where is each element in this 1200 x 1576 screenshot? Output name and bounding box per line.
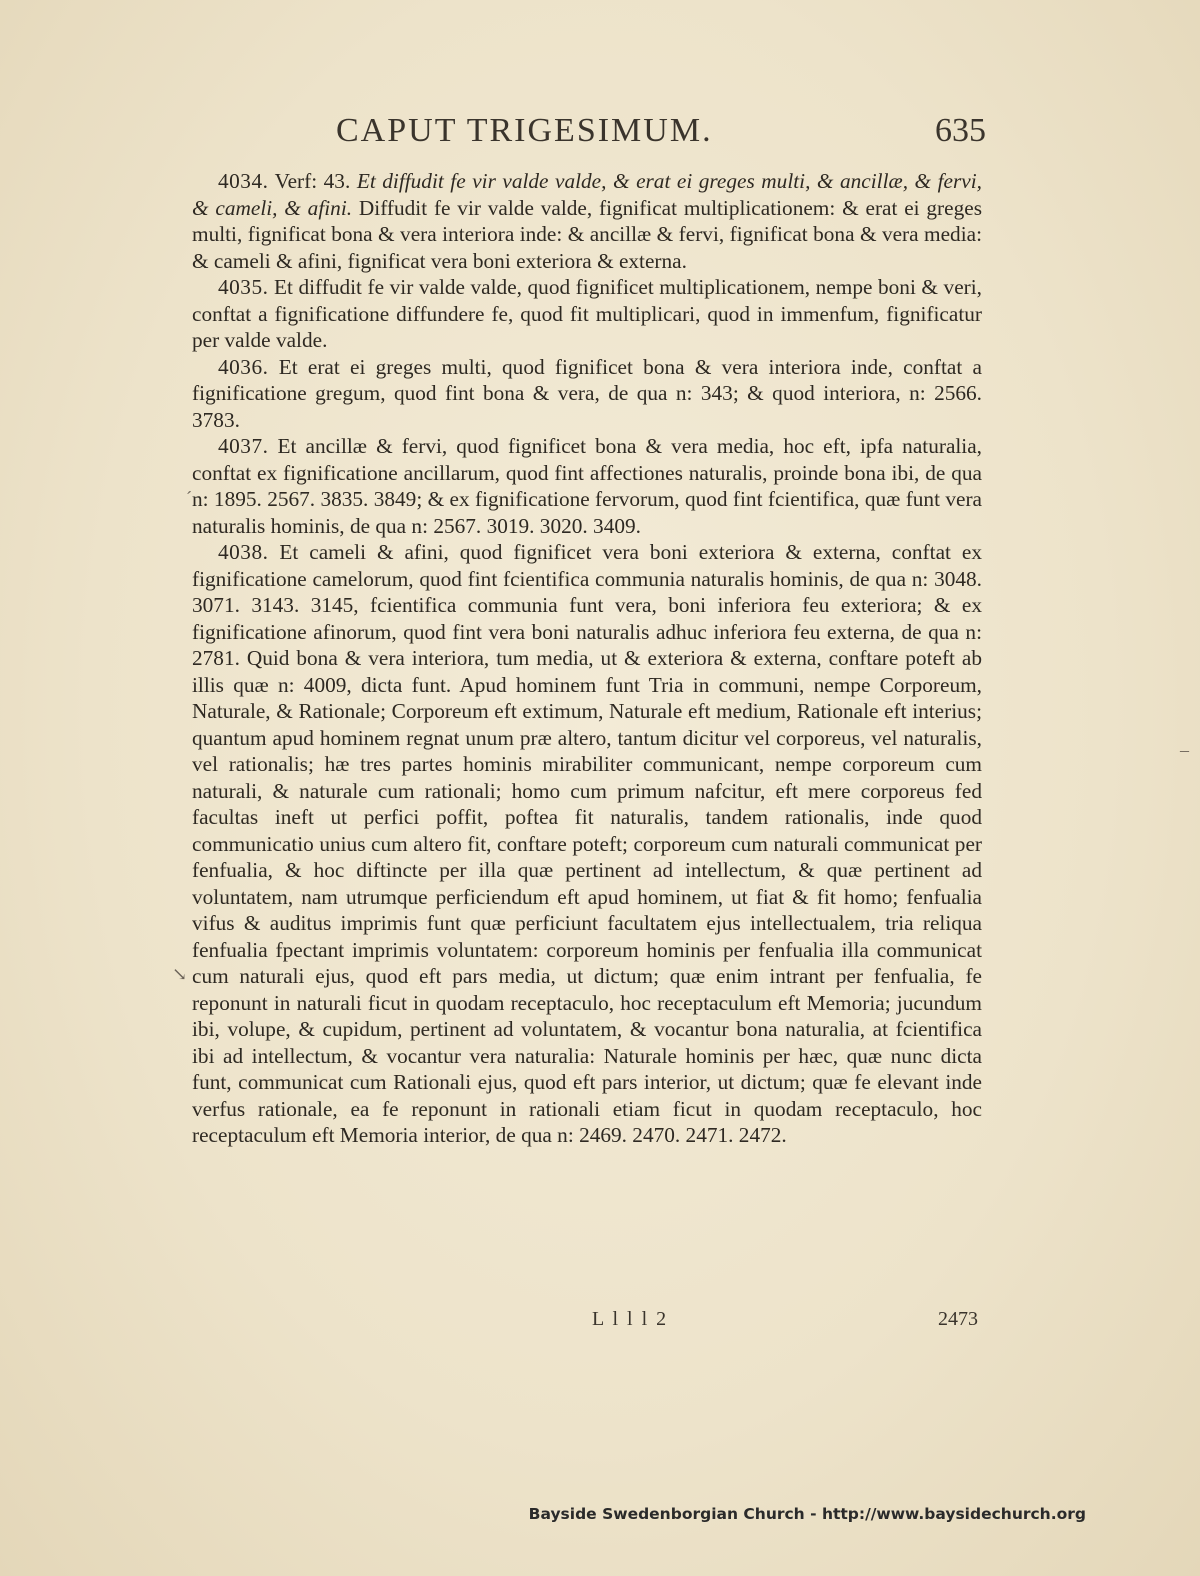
main-text (192, 168, 982, 1149)
signature-mark: L l l l 2 (592, 1308, 669, 1330)
paragraph-text: Et ancillæ & fervi, quod fignificet bona & vera media, hoc eft, ipfa naturalia, conftat ex fignificatione ancillarum, quod fint affectiones naturalis, proinde bona ibi, de qua n: 1895. 2567. 3835. 3849; & ex fignificatione fervorum, quod fint fcientifica, quæ funt vera naturalis hominis, de qua n: 2567. 3019. 3020. 3409. (192, 434, 983, 538)
paragraph-4037 (192, 433, 982, 539)
paragraph-number: 4034. (218, 169, 269, 193)
page-footer (192, 1308, 982, 1338)
margin-arrow-mark: ↘ (172, 964, 188, 984)
paragraph-text: Et cameli & afini, quod fignificet vera boni exteriora & externa, conftat ex fignificatione camelorum, quod fint fcientifica communia naturalis hominis, de qua n: 3048. 3071. 3143. 3145, fcientifica communia funt vera, boni inferiora feu exteriora; & ex fignificatione afinorum, quod fint vera boni naturalis adhuc inferiora feu externa, de qua n: 2781. Quid bona & vera interiora, tum media, ut & exteriora & externa, conftare poteft ab illis quæ n: 4009, dicta funt. Apud hominem funt Tria in communi, nempe Corporeum, Naturale, & Rationale; Corporeum eft extimum, Naturale eft medium, Rationale eft interius; quantum apud hominem regnat unum præ altero, tantum dicitur vel corporeus, vel naturalis, vel rationalis; hæ tres partes hominis mirabiliter communicant, nempe corporeum cum naturali, & naturale cum rationali; homo cum primum nafcitur, eft mere corporeus fed facultas ineft ut perfici poffit, poftea fit naturalis, tandem rationalis, inde quod communicatio unius cum altero fit, conftare poteft; corporeum cum naturali communicat per fenfualia, & hoc diftincte per illa quæ pertinent ad intellectum, & quæ pertinent ad voluntatem, nam utrumque perficiendum eft apud hominem, ut fiat & fit homo; fenfualia vifus & auditus imprimis funt quæ perficiunt facultatem ejus intellectualem, tria reliqua fenfualia fpectant imprimis voluntatem: corporeum hominis per fenfualia illa communicat cum naturali ejus, quod eft pars media, ut dictum; quæ enim intrant per fenfualia, fe reponunt in naturali ficut in quodam receptaculo, hoc receptaculum eft Memoria; jucundum ibi, volupe, & cupidum, pertinent ad voluntatem, & vocantur bona naturalia, at fcientifica ibi ad intellectum, & vocantur vera naturalia: Naturale hominis per hæc, quæ nunc dicta funt, communicat cum Rationali ejus, quod eft pars interior, ut dictum; quæ fe elevant inde verfus rationale, ea fe reponunt in rationali etiam ficut in quodam receptaculo, hoc receptaculum eft Memoria interior, de qua n: 2469. 2470. 2471. 2472. (192, 540, 982, 1147)
paragraph-4034 (192, 168, 982, 274)
paragraph-number: 4038. (218, 540, 269, 564)
paragraph-4038 (192, 539, 982, 1149)
catchword: 2473 (938, 1308, 978, 1330)
paragraph-number: 4036. (218, 354, 269, 379)
watermark-credit: Bayside Swedenborgian Church - http://www.baysidechurch.org (528, 1505, 1086, 1523)
running-header (196, 112, 986, 158)
paragraph-text: Diffudit fe vir valde valde, fignificat multiplicationem: & erat ei greges multi, fignificat bona & vera interiora inde: & ancillæ & fervi, fignificat bona & vera media: & cameli & afini, fignificat vera boni exteriora & externa. (192, 195, 982, 273)
paragraph-text: Et diffudit fe vir valde valde, quod fignificet multiplicationem, nempe boni & veri, conftat a fignificatione diffundere fe, quod fit multiplicari, quod in immenfum, fignificatur per valde valde. (192, 275, 982, 352)
page-title: CAPUT TRIGESIMUM. (336, 112, 713, 149)
page-number: 635 (935, 112, 986, 149)
verse-reference: Verf: 43. (274, 169, 351, 193)
verse-quotation: Et diffudit fe vir valde valde, & erat ei greges multi, & ancillæ, & fervi, & cameli, & afini. (192, 169, 982, 220)
paragraph-4035 (192, 274, 982, 354)
margin-tick-mark: ´ (186, 488, 192, 508)
edge-mark: – (1180, 740, 1189, 760)
paragraph-4036 (192, 354, 982, 434)
paragraph-number: 4035. (218, 275, 269, 299)
paragraph-number: 4037. (218, 434, 269, 458)
paragraph-text: Et erat ei greges multi, quod fignificet bona & vera interiora inde, conftat a fignificatione gregum, quod fint bona & vera, de qua n: 343; & quod interiora, n: 2566. 3783. (192, 354, 983, 432)
